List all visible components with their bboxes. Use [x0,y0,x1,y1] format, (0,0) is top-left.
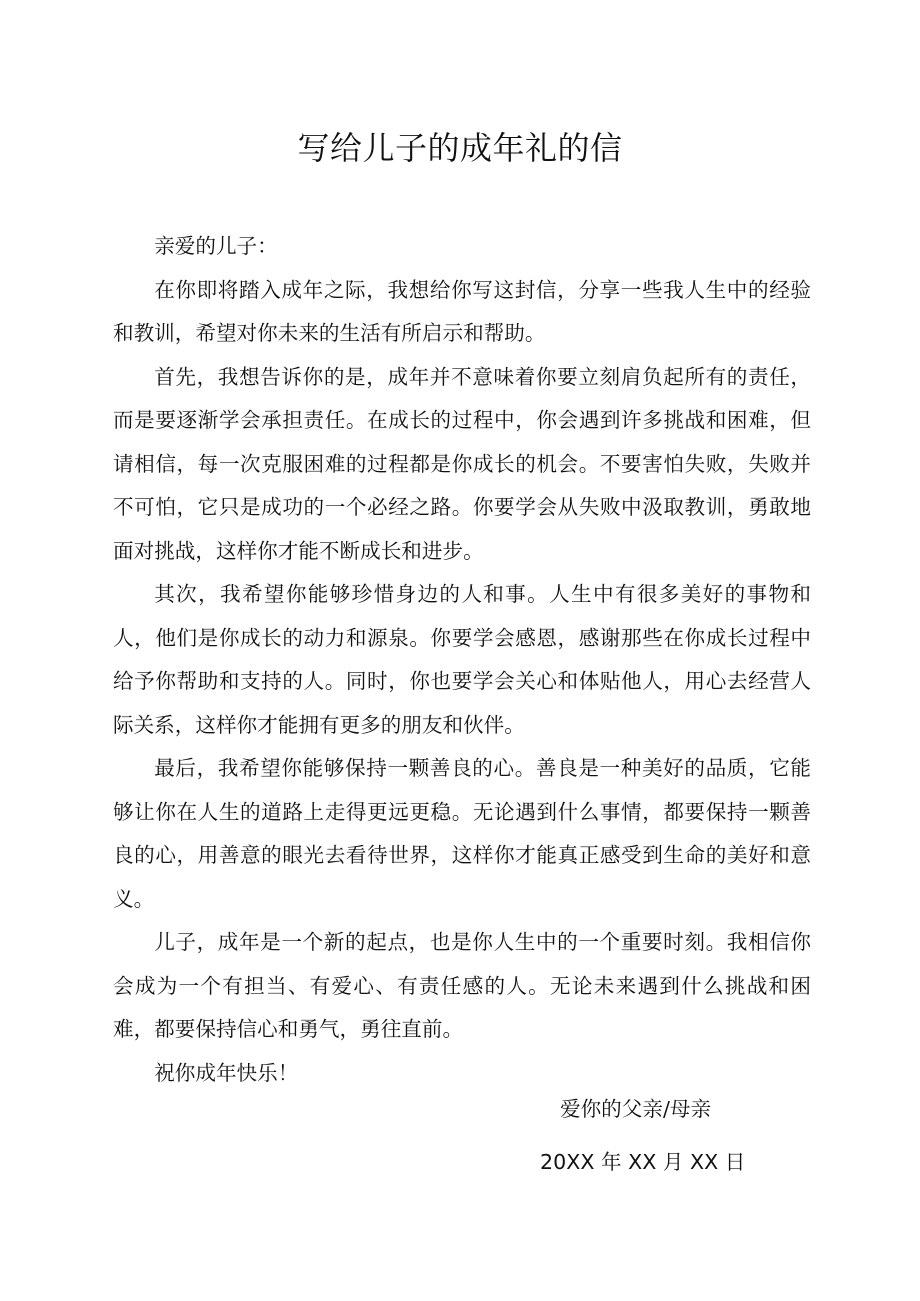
signature: 爱你的父亲/母亲 [560,1097,712,1121]
document-title: 写给儿子的成年礼的信 [297,129,623,167]
paragraph-kindness: 最后，我希望你能够保持一颗善良的心。善良是一种美好的品质，它能够让你在人生的道路上走得更远更稳。无论遇到什么事情，都要保持一颗善良的心，用善意的眼光去看待世界，这样你才能真正感受到生命的美好和意义。 [113,756,811,911]
letter-body [113,225,811,1095]
closing-wish: 祝你成年快乐！ [154,1060,299,1085]
paragraph-new-start: 儿子，成年是一个新的起点，也是你人生中的一个重要时刻。我相信你会成为一个有担当、有爱心、有责任感的人。无论未来遇到什么挑战和困难，都要保持信心和勇气，勇往直前。 [113,930,811,1041]
salutation: 亲爱的儿子： [154,234,278,258]
paragraph-cherish: 其次，我希望你能够珍惜身边的人和事。人生中有很多美好的事物和人，他们是你成长的动力和源泉。你要学会感恩，感谢那些在你成长过程中给予你帮助和支持的人。同时，你也要学会关心和体贴他人，用心去经营人际关系，这样你才能拥有更多的朋友和伙伴。 [113,582,811,737]
paragraph-intro: 在你即将踏入成年之际，我想给你写这封信，分享一些我人生中的经验和教训，希望对你未来的生活有所启示和帮助。 [113,277,811,345]
paragraph-responsibility: 首先，我想告诉你的是，成年并不意味着你要立刻肩负起所有的责任，而是要逐渐学会承担责任。在成长的过程中，你会遇到许多挑战和困难，但请相信，每一次克服困难的过程都是你成长的机会。不要害怕失败，失败并不可怕，它只是成功的一个必经之路。你要学会从失败中汲取教训，勇敢地面对挑战，这样你才能不断成长和进步。 [113,364,811,563]
letter-date: 20XX 年 XX 月 XX 日 [540,1150,746,1174]
